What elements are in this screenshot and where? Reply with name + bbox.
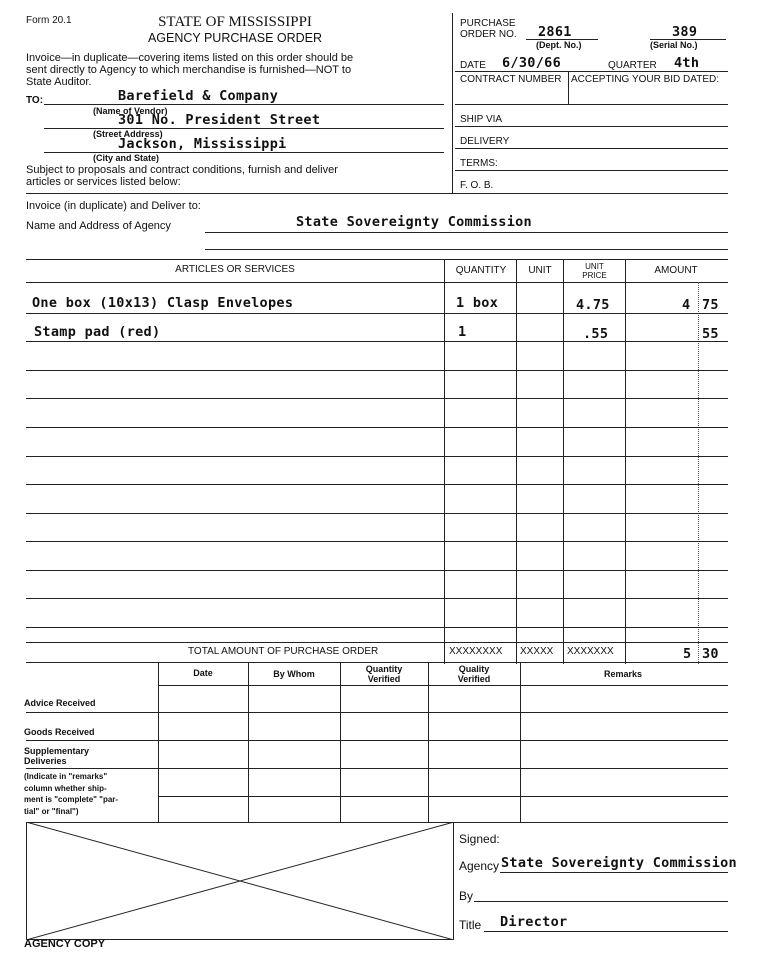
amount-dollars-cell: 4: [682, 297, 691, 313]
order-date: 6/30/66: [502, 55, 561, 71]
agency-address-label: Name and Address of Agency: [26, 220, 171, 232]
vendor-city-label: (City and State): [93, 153, 160, 163]
unit-price-cell: 4.75: [576, 297, 610, 313]
delivery-label: DELIVERY: [460, 136, 510, 147]
quantity-cell: 1: [458, 324, 467, 340]
total-cents: 30: [702, 646, 719, 662]
by-label: By: [459, 889, 474, 903]
article-cell: One box (10x13) Clasp Envelopes: [32, 295, 294, 311]
form-number: Form 20.1: [26, 15, 72, 26]
agency-sign-value: State Sovereignty Commission: [501, 855, 737, 871]
recv-header-remarks: Remarks: [603, 669, 643, 679]
to-label: TO:: [26, 95, 44, 106]
quantity-cell: 1 box: [456, 295, 499, 311]
invoice-instructions: Invoice—in duplicate—covering items listed on this order should be sent directly to Agency to which merchandise is furnished—NOT to State Auditor.: [26, 52, 354, 88]
col-header-unit-price: UNIT PRICE: [582, 262, 607, 280]
total-unit-x: XXXXX: [520, 646, 554, 657]
advice-received-label: Advice Received: [24, 698, 96, 708]
recv-header-by-whom: By Whom: [273, 669, 315, 679]
vendor-street-label: (Street Address): [93, 129, 163, 139]
invoice-deliver-label: Invoice (in duplicate) and Deliver to:: [26, 200, 201, 212]
form-title: AGENCY PURCHASE ORDER: [147, 31, 323, 45]
supplementary-deliveries-label: Supplementary Deliveries: [24, 746, 90, 766]
agency-name: State Sovereignty Commission: [296, 214, 532, 230]
terms-label: TERMS:: [460, 158, 498, 169]
col-header-amount: AMOUNT: [654, 265, 698, 276]
vendor-city: Jackson, Mississippi: [118, 136, 287, 152]
subject-text: Subject to proposals and contract conditions, furnish and deliver articles or services listed below:: [26, 164, 338, 188]
indicate-note: (Indicate in "remarks" column whether ship- ment is "complete" "par- tial" or "final"): [24, 772, 119, 816]
signed-label: Signed:: [459, 832, 500, 846]
total-price-x: XXXXXXX: [567, 646, 614, 657]
ship-via-label: SHIP VIA: [460, 114, 503, 125]
vendor-street: 301 No. President Street: [118, 112, 321, 128]
vendor-name: Barefield & Company: [118, 88, 279, 104]
title-value: Director: [500, 914, 568, 930]
vendor-name-label: (Name of Vendor): [93, 106, 168, 116]
amount-cents-cell: 75: [702, 297, 719, 313]
dept-number: 2861: [538, 24, 572, 40]
recv-header-quality-verified: Quality Verified: [457, 664, 491, 684]
dept-number-label: (Dept. No.): [536, 40, 582, 50]
agency-sign-label: Agency: [459, 859, 500, 873]
void-box: [26, 822, 454, 940]
quarter-label: QUARTER: [608, 60, 657, 71]
title-label: Title: [459, 918, 482, 932]
article-cell: Stamp pad (red): [34, 324, 161, 340]
date-label: DATE: [460, 60, 486, 71]
quarter-value: 4th: [674, 55, 700, 71]
accepting-bid-label: ACCEPTING YOUR BID DATED:: [571, 74, 719, 85]
recv-header-quantity-verified: Quantity Verified: [365, 664, 403, 684]
total-label: TOTAL AMOUNT OF PURCHASE ORDER: [188, 646, 379, 657]
total-quantity-x: XXXXXXXX: [449, 646, 503, 657]
col-header-quantity: QUANTITY: [455, 265, 507, 276]
state-name: STATE OF MISSISSIPPI: [158, 14, 312, 30]
fob-label: F. O. B.: [460, 180, 494, 191]
serial-number: 389: [672, 24, 698, 40]
serial-number-label: (Serial No.): [650, 40, 698, 50]
po-label: PURCHASE ORDER NO.: [460, 18, 517, 40]
col-header-unit: UNIT: [528, 265, 552, 276]
agency-copy-label: AGENCY COPY: [24, 938, 106, 950]
amount-cents-cell: 55: [702, 326, 719, 342]
goods-received-label: Goods Received: [24, 727, 95, 737]
contract-number-label: CONTRACT NUMBER: [460, 74, 562, 85]
total-dollars: 5: [683, 646, 692, 662]
recv-header-date: Date: [193, 668, 213, 678]
unit-price-cell: .55: [583, 326, 609, 342]
col-header-articles: ARTICLES OR SERVICES: [175, 264, 295, 275]
